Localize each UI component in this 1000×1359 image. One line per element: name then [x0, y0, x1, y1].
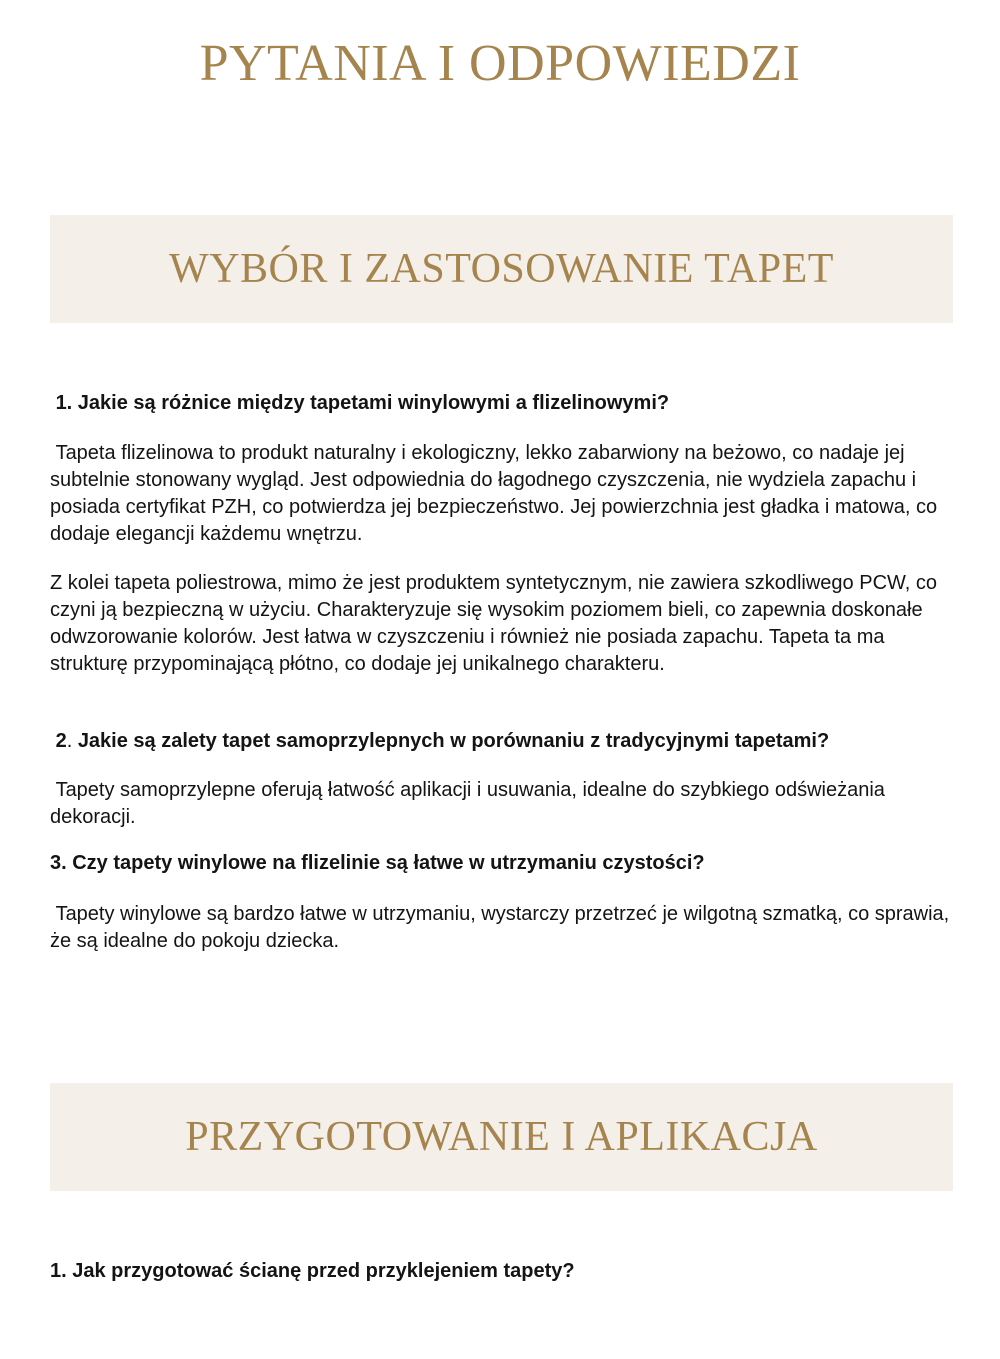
question-1: 1. Jakie są różnice między tapetami winylowymi a flizelinowymi? — [50, 392, 670, 414]
faq-page — [0, 35, 1000, 1285]
page-title: PYTANIA I ODPOWIEDZI — [199, 35, 801, 92]
answer-3-paragraph: Tapety winylowe są bardzo łatwe w utrzymaniu, wystarczy przetrzeć je wilgotną szmatką, co sprawia, że są idealne do pokoju dziecka. — [50, 903, 955, 952]
question-2-separator: . — [66, 730, 78, 752]
section-wybor-i-zastosowanie — [0, 215, 1000, 955]
answer-2-paragraph: Tapety samoprzylepne oferują łatwość aplikacji i usuwania, idealne do szybkiego odświeżania dekoracji. — [50, 779, 891, 828]
answer-1-paragraph-1: Tapeta flizelinowa to produkt naturalny i ekologiczny, lekko zabarwiony na beżowo, co nadaje jej subtelnie stonowany wygląd. Jest odpowiednia do łagodnego czyszczenia, nie wydziela zapachu i posiada certyfikat PZH, co potwierdza jej bezpieczeństwo. Jej powierzchnia jest gładka i matowa, co dodaje elegancji każdemu wnętrzu. — [50, 442, 943, 545]
answer-1-paragraph-2: Z kolei tapeta poliestrowa, mimo że jest produktem syntetycznym, nie zawiera szkodliwego PCW, co czyni ją bezpieczną w użyciu. Charakteryzuje się wysokim poziomem bieli, co zapewnia doskonałe odwzorowanie kolorów. Jest łatwa w czyszczeniu i również nie posiada zapachu. Tapeta ta ma strukturę przypominającą płótno, co dodaje jej unikalnego charakteru. — [50, 572, 943, 675]
section-heading: WYBÓR I ZASTOSOWANIE TAPET — [169, 246, 834, 292]
section-heading: PRZYGOTOWANIE I APLIKACJA — [185, 1114, 818, 1160]
question-1-preparation: 1. Jak przygotować ścianę przed przyklejeniem tapety? — [50, 1260, 575, 1282]
question-3: 3. Czy tapety winylowe na flizelinie są łatwe w utrzymaniu czystości? — [50, 852, 705, 874]
section-content — [0, 390, 1000, 955]
question-2-text: Jakie są zalety tapet samoprzylepnych w porównaniu z tradycyjnymi tapetami? — [77, 730, 830, 752]
section-content — [0, 1258, 1000, 1285]
question-2 — [50, 728, 955, 755]
question-2-number: 2 — [50, 730, 67, 752]
section-przygotowanie-i-aplikacja — [0, 1083, 1000, 1285]
section-heading-band — [50, 215, 953, 323]
section-heading-band — [50, 1083, 953, 1191]
